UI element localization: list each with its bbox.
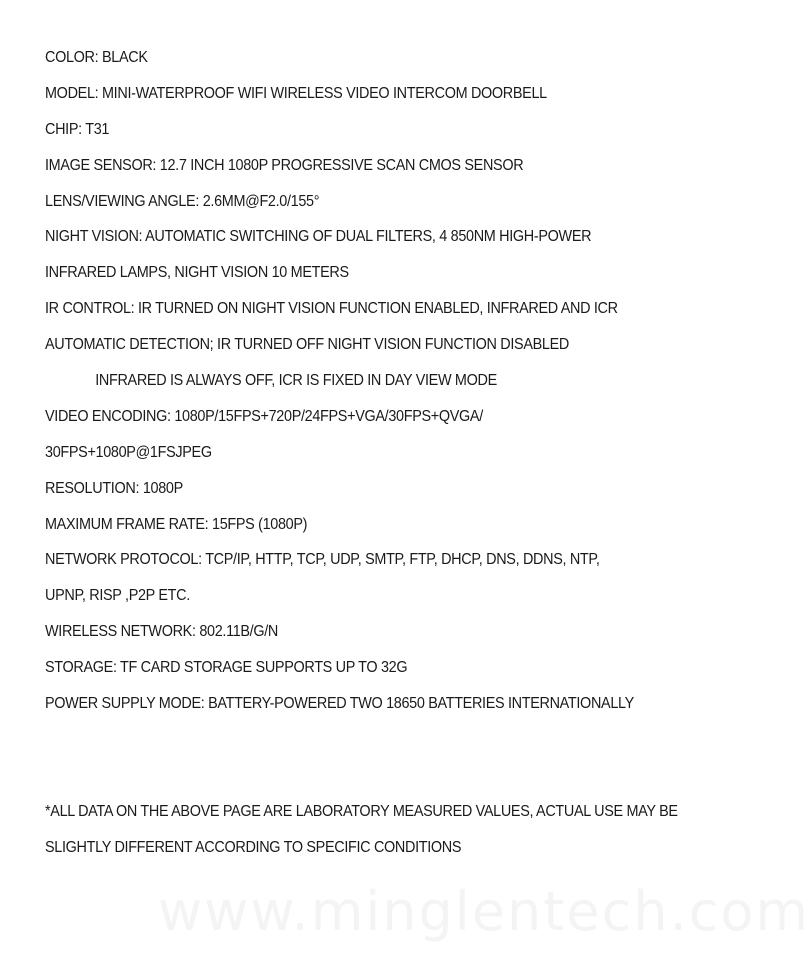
spec-ir-control: IR CONTROL: IR TURNED ON NIGHT VISION FUNCTION ENABLED, INFRARED AND ICR [45, 300, 618, 318]
disclaimer [45, 800, 725, 872]
spec-video-encoding-continued: 30FPS+1080P@1FSJPEG [45, 443, 212, 461]
spec-night-vision: NIGHT VISION: AUTOMATIC SWITCHING OF DUAL FILTERS, 4 850NM HIGH-POWER [45, 228, 592, 246]
watermark: www.minglentech.com [158, 880, 810, 943]
spec-resolution: RESOLUTION: 1080P [45, 479, 183, 497]
spec-ir-control-continued: AUTOMATIC DETECTION; IR TURNED OFF NIGHT VISION FUNCTION DISABLED [45, 336, 569, 354]
spec-video-encoding: VIDEO ENCODING: 1080P/15FPS+720P/24FPS+VGA/30FPS+QVGA/ [45, 407, 483, 425]
spec-network-protocol-continued: UPNP, RISP ,P2P ETC. [45, 587, 190, 605]
disclaimer-line: *ALL DATA ON THE ABOVE PAGE ARE LABORATORY MEASURED VALUES, ACTUAL USE MAY BE [45, 803, 678, 820]
spec-chip: CHIP: T31 [45, 120, 110, 138]
spec-max-frame-rate: MAXIMUM FRAME RATE: 15FPS (1080P) [45, 515, 308, 533]
spec-color: COLOR: BLACK [45, 49, 148, 66]
spec-lens-viewing-angle: LENS/VIEWING ANGLE: 2.6MM@F2.0/155° [45, 192, 320, 210]
spec-night-vision-continued: INFRARED LAMPS, NIGHT VISION 10 METERS [45, 264, 349, 282]
spec-list [45, 46, 678, 728]
spec-model: MODEL: MINI-WATERPROOF WIFI WIRELESS VIDEO INTERCOM DOORBELL [45, 84, 547, 102]
disclaimer-line: SLIGHTLY DIFFERENT ACCORDING TO SPECIFIC CONDITIONS [45, 838, 462, 856]
spec-power-supply: POWER SUPPLY MODE: BATTERY-POWERED TWO 18650 BATTERIES INTERNATIONALLY [45, 695, 634, 713]
spec-image-sensor: IMAGE SENSOR: 12.7 INCH 1080P PROGRESSIVE SCAN CMOS SENSOR [45, 156, 524, 174]
spec-network-protocol: NETWORK PROTOCOL: TCP/IP, HTTP, TCP, UDP, SMTP, FTP, DHCP, DNS, DDNS, NTP, [45, 551, 600, 569]
spec-storage: STORAGE: TF CARD STORAGE SUPPORTS UP TO 32G [45, 659, 408, 677]
spec-wireless-network: WIRELESS NETWORK: 802.11B/G/N [45, 623, 279, 641]
spec-ir-control-indented: INFRARED IS ALWAYS OFF, ICR IS FIXED IN DAY VIEW MODE [95, 372, 497, 390]
